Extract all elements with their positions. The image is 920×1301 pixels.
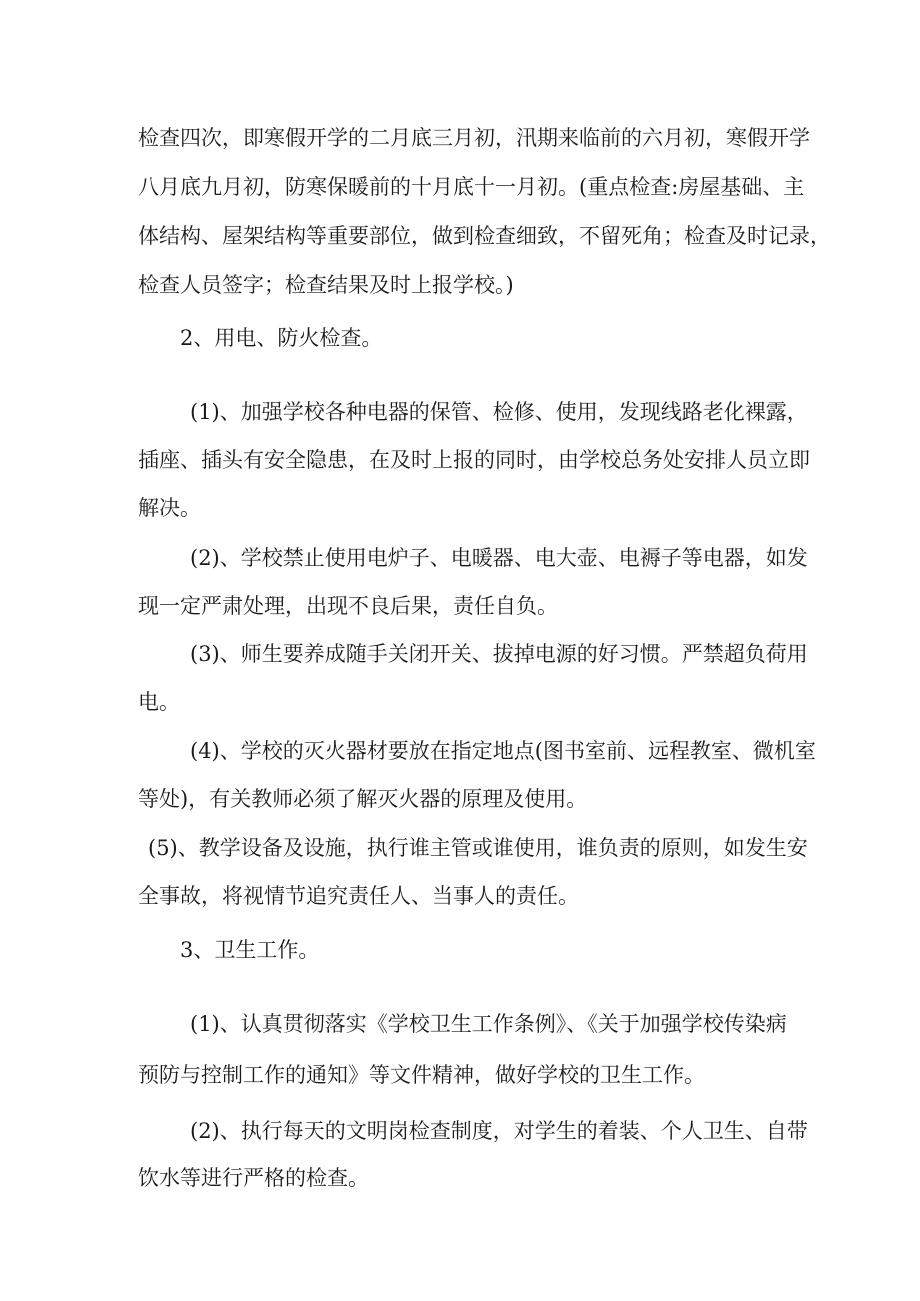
list-item-line: (2)、执行每天的文明岗检查制度，对学生的着装、个人卫生、自带 xyxy=(190,1119,808,1143)
paragraph-line: 解决。 xyxy=(138,496,201,520)
paragraph-line: 体结构、屋架结构等重要部位，做到检查细致，不留死角；检查及时记录， xyxy=(138,224,831,248)
paragraph-line: 电。 xyxy=(138,690,180,714)
paragraph-line: 全事故，将视情节追究责任人、当事人的责任。 xyxy=(138,884,579,908)
paragraph-line: 八月底九月初，防寒保暖前的十月底十一月初。(重点检查:房屋基础、主 xyxy=(138,175,805,199)
paragraph-line: 插座、插头有安全隐患，在及时上报的同时，由学校总务处安排人员立即 xyxy=(138,448,810,472)
list-item-line: (5)、教学设备及设施，执行谁主管或谁使用，谁负责的原则，如发生安 xyxy=(148,836,808,860)
list-item-line: (1)、认真贯彻落实《学校卫生工作条例》、《关于加强学校传染病 xyxy=(190,1012,787,1036)
paragraph-line: 检查四次，即寒假开学的二月底三月初，汛期来临前的六月初，寒假开学 xyxy=(138,126,810,150)
list-item-line: (1)、加强学校各种电器的保管、检修、使用，发现线路老化裸露， xyxy=(190,400,808,424)
paragraph-line: 等处)，有关教师必须了解灭火器的原理及使用。 xyxy=(138,787,588,811)
paragraph-line: 预防与控制工作的通知》等文件精神，做好学校的卫生工作。 xyxy=(138,1063,705,1087)
list-item-line: (2)、学校禁止使用电炉子、电暖器、电大壶、电褥子等电器，如发 xyxy=(190,546,808,570)
list-item-line: (3)、师生要养成随手关闭开关、拔掉电源的好习惯。严禁超负荷用 xyxy=(190,642,808,666)
section-heading: 3、卫生工作。 xyxy=(180,938,320,962)
section-heading: 2、用电、防火检查。 xyxy=(180,326,383,350)
paragraph-line: 检查人员签字；检查结果及时上报学校。) xyxy=(138,273,514,297)
paragraph-line: 现一定严肃处理，出现不良后果，责任自负。 xyxy=(138,594,558,618)
paragraph-line: 饮水等进行严格的检查。 xyxy=(138,1166,369,1190)
list-item-line: (4)、学校的灭火器材要放在指定地点(图书室前、远程教室、微机室 xyxy=(190,739,816,763)
